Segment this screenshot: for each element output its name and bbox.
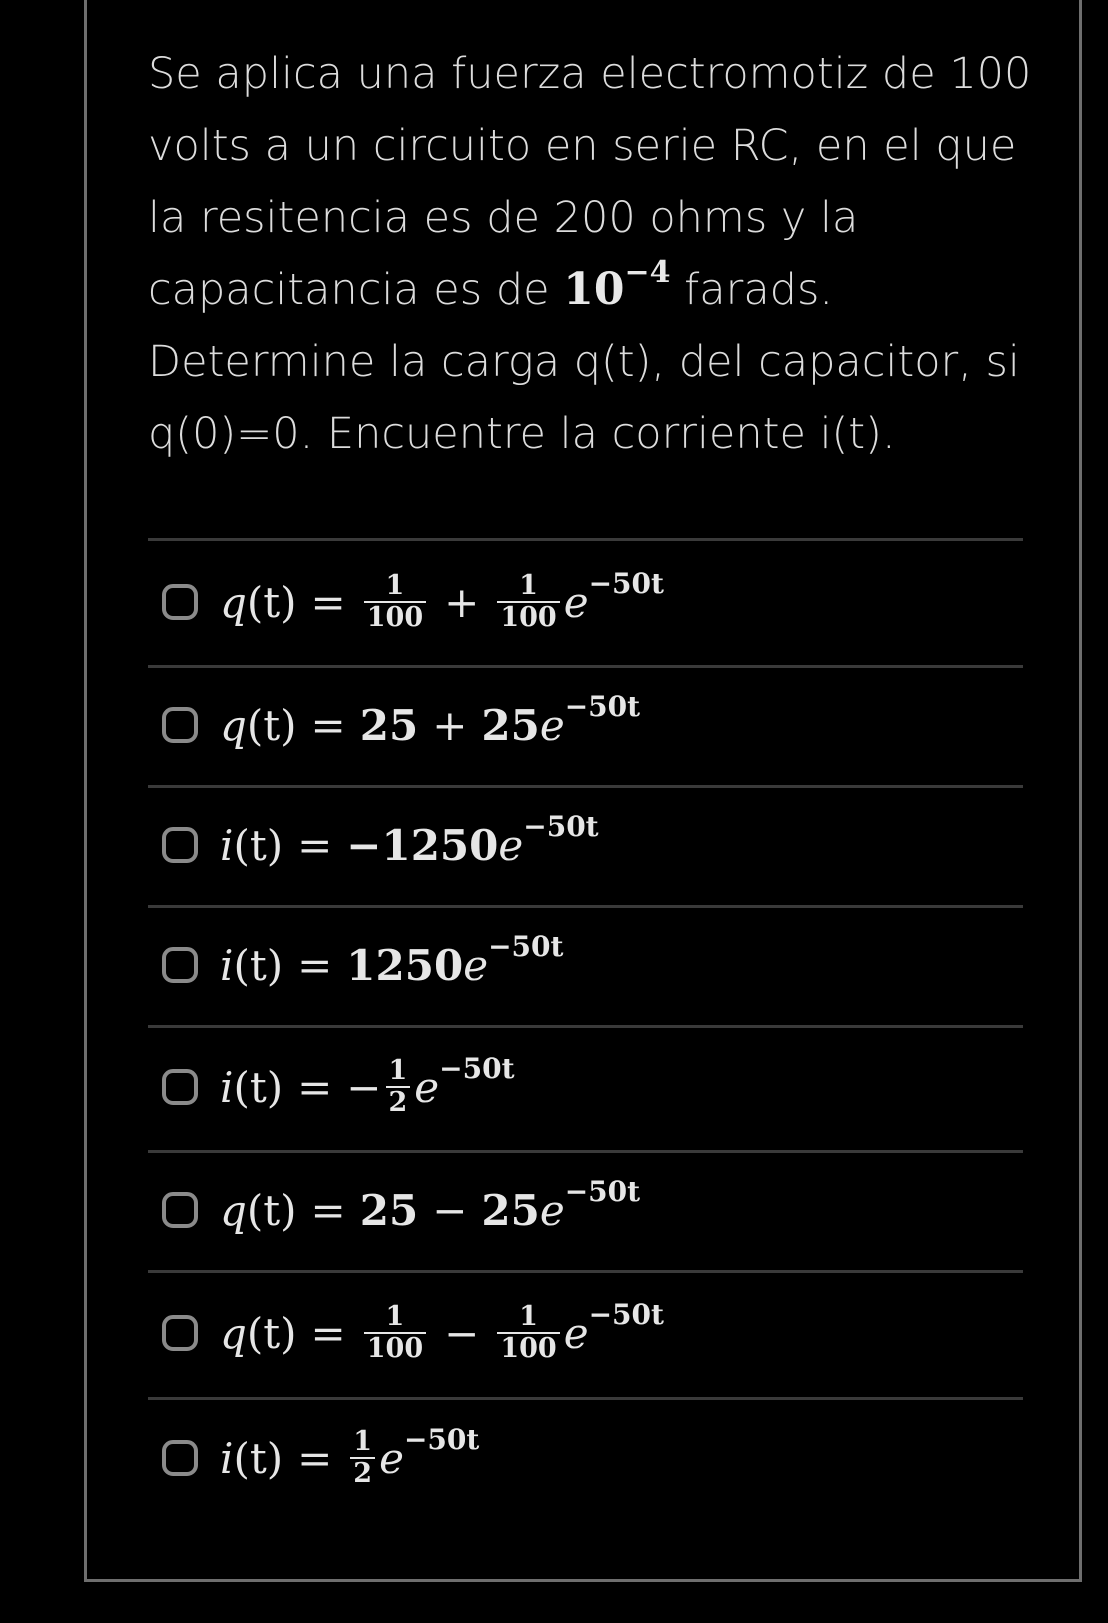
fraction bbox=[386, 1056, 411, 1118]
function-arg: (t) bbox=[233, 1062, 284, 1112]
option-formula: q (t) = $\frac{1}{100}$ + $\frac{1}{100}$ e $^{-50t}$ bbox=[220, 567, 664, 633]
function-arg: (t) bbox=[246, 700, 297, 750]
radio-button[interactable] bbox=[162, 1440, 198, 1476]
function-name: i bbox=[220, 1062, 234, 1112]
operator: − bbox=[432, 1185, 468, 1235]
exp-base: e bbox=[563, 1308, 589, 1358]
denominator: 100 bbox=[364, 1332, 426, 1364]
radio-button[interactable] bbox=[162, 1192, 198, 1228]
equals-sign: = bbox=[310, 1308, 346, 1358]
option-divider bbox=[148, 665, 1023, 668]
radio-button[interactable] bbox=[162, 1069, 198, 1105]
fraction bbox=[497, 1302, 559, 1364]
equals-sign: = bbox=[297, 940, 333, 990]
radio-button[interactable] bbox=[162, 584, 198, 620]
question-line: Determine la carga q(t), del capacitor, si bbox=[148, 337, 1020, 387]
capacitance-exponent: −4 bbox=[624, 255, 671, 291]
option-formula: i (t) = 1250 e $^{-50t}$ bbox=[220, 930, 564, 990]
option-formula: q (t) = $\frac{1}{100}$ − $\frac{1}{100}$ e $^{-50t}$ bbox=[220, 1298, 664, 1364]
radio-button[interactable] bbox=[162, 707, 198, 743]
function-name: i bbox=[220, 1433, 234, 1483]
answer-option-2[interactable] bbox=[148, 675, 1023, 775]
question-line: q(0)=0. Encuentre la corriente i(t). bbox=[148, 409, 896, 459]
function-arg: (t) bbox=[246, 577, 297, 627]
numerator: 1 bbox=[519, 570, 538, 601]
question-text bbox=[148, 38, 1032, 470]
option-divider bbox=[148, 1025, 1023, 1028]
answer-option-5[interactable] bbox=[148, 1037, 1023, 1137]
function-name: q bbox=[220, 1308, 247, 1358]
equals-sign: = bbox=[297, 1433, 333, 1483]
question-line-text: farads. bbox=[670, 265, 834, 315]
capacitance-base: 10 bbox=[563, 264, 625, 315]
function-name: q bbox=[220, 1185, 247, 1235]
function-name: i bbox=[220, 820, 234, 870]
coefficient: −1250 bbox=[346, 820, 499, 870]
answer-option-1[interactable] bbox=[148, 552, 1023, 652]
exp-base: e bbox=[498, 820, 524, 870]
fraction bbox=[364, 571, 426, 633]
exp-base: e bbox=[539, 700, 565, 750]
function-name: i bbox=[220, 940, 234, 990]
function-name: q bbox=[220, 700, 247, 750]
equals-sign: = bbox=[297, 1062, 333, 1112]
answer-option-3[interactable] bbox=[148, 795, 1023, 895]
denominator: 2 bbox=[350, 1457, 375, 1489]
capacitance-value bbox=[563, 255, 671, 315]
numerator: 1 bbox=[385, 1301, 405, 1332]
function-arg: (t) bbox=[246, 1308, 297, 1358]
exp-base: e bbox=[563, 577, 589, 627]
numerator: 1 bbox=[385, 570, 405, 601]
equals-sign: = bbox=[310, 700, 346, 750]
question-line: volts a un circuito en serie RC, en el que bbox=[148, 121, 1017, 171]
fraction bbox=[497, 571, 559, 633]
option-divider bbox=[148, 1270, 1023, 1273]
radio-button[interactable] bbox=[162, 1315, 198, 1351]
numerator: 1 bbox=[519, 1301, 538, 1332]
function-arg: (t) bbox=[246, 1185, 297, 1235]
equals-sign: = bbox=[297, 820, 333, 870]
answer-option-7[interactable] bbox=[148, 1283, 1023, 1383]
radio-button[interactable] bbox=[162, 947, 198, 983]
constant-term: 25 bbox=[359, 1185, 419, 1235]
answer-option-6[interactable] bbox=[148, 1160, 1023, 1260]
exp-base: e bbox=[463, 940, 489, 990]
answer-option-8[interactable] bbox=[148, 1408, 1023, 1508]
constant-term: 25 bbox=[359, 700, 419, 750]
option-formula: q (t) = 25 + 25 e $^{-50t}$ bbox=[220, 690, 641, 750]
equals-sign: = bbox=[310, 577, 346, 627]
denominator: 2 bbox=[386, 1086, 411, 1118]
numerator: 1 bbox=[388, 1055, 408, 1086]
option-formula: i (t) = −1250 e $^{-50t}$ bbox=[220, 810, 599, 870]
denominator: 100 bbox=[497, 1332, 559, 1364]
function-arg: (t) bbox=[233, 940, 284, 990]
option-formula: i (t) = $\frac{1}{2}$ e $^{-50t}$ bbox=[220, 1423, 480, 1489]
operator: + bbox=[432, 700, 468, 750]
function-arg: (t) bbox=[233, 1433, 284, 1483]
function-name: q bbox=[220, 577, 247, 627]
operator: + bbox=[444, 577, 480, 627]
question-line: Se aplica una fuerza electromotiz de 100 bbox=[148, 49, 1032, 99]
coefficient: 25 bbox=[481, 700, 540, 750]
option-divider bbox=[148, 1397, 1023, 1400]
fraction bbox=[350, 1427, 375, 1489]
equals-sign: = bbox=[310, 1185, 346, 1235]
fraction bbox=[364, 1302, 426, 1364]
exp-base: e bbox=[379, 1433, 404, 1483]
exp-base: e bbox=[414, 1062, 440, 1112]
function-arg: (t) bbox=[233, 820, 284, 870]
question-line: la resitencia es de 200 ohms y la bbox=[148, 193, 859, 243]
coefficient: 25 bbox=[481, 1185, 540, 1235]
denominator: 100 bbox=[364, 601, 426, 633]
coefficient: 1250 bbox=[346, 940, 464, 990]
sign: − bbox=[346, 1062, 382, 1112]
option-divider bbox=[148, 1150, 1023, 1153]
question-line-text: capacitancia es de bbox=[148, 265, 564, 315]
operator: − bbox=[444, 1308, 480, 1358]
answer-option-4[interactable] bbox=[148, 915, 1023, 1015]
option-divider bbox=[148, 905, 1023, 908]
numerator: 1 bbox=[353, 1426, 373, 1457]
exp-base: e bbox=[539, 1185, 565, 1235]
radio-button[interactable] bbox=[162, 827, 198, 863]
option-formula: i (t) = − $\frac{1}{2}$ e $^{-50t}$ bbox=[220, 1052, 515, 1118]
option-divider bbox=[148, 785, 1023, 788]
option-formula: q (t) = 25 − 25 e $^{-50t}$ bbox=[220, 1175, 641, 1235]
denominator: 100 bbox=[497, 601, 559, 633]
question-line bbox=[148, 254, 1028, 326]
option-divider bbox=[148, 538, 1023, 541]
